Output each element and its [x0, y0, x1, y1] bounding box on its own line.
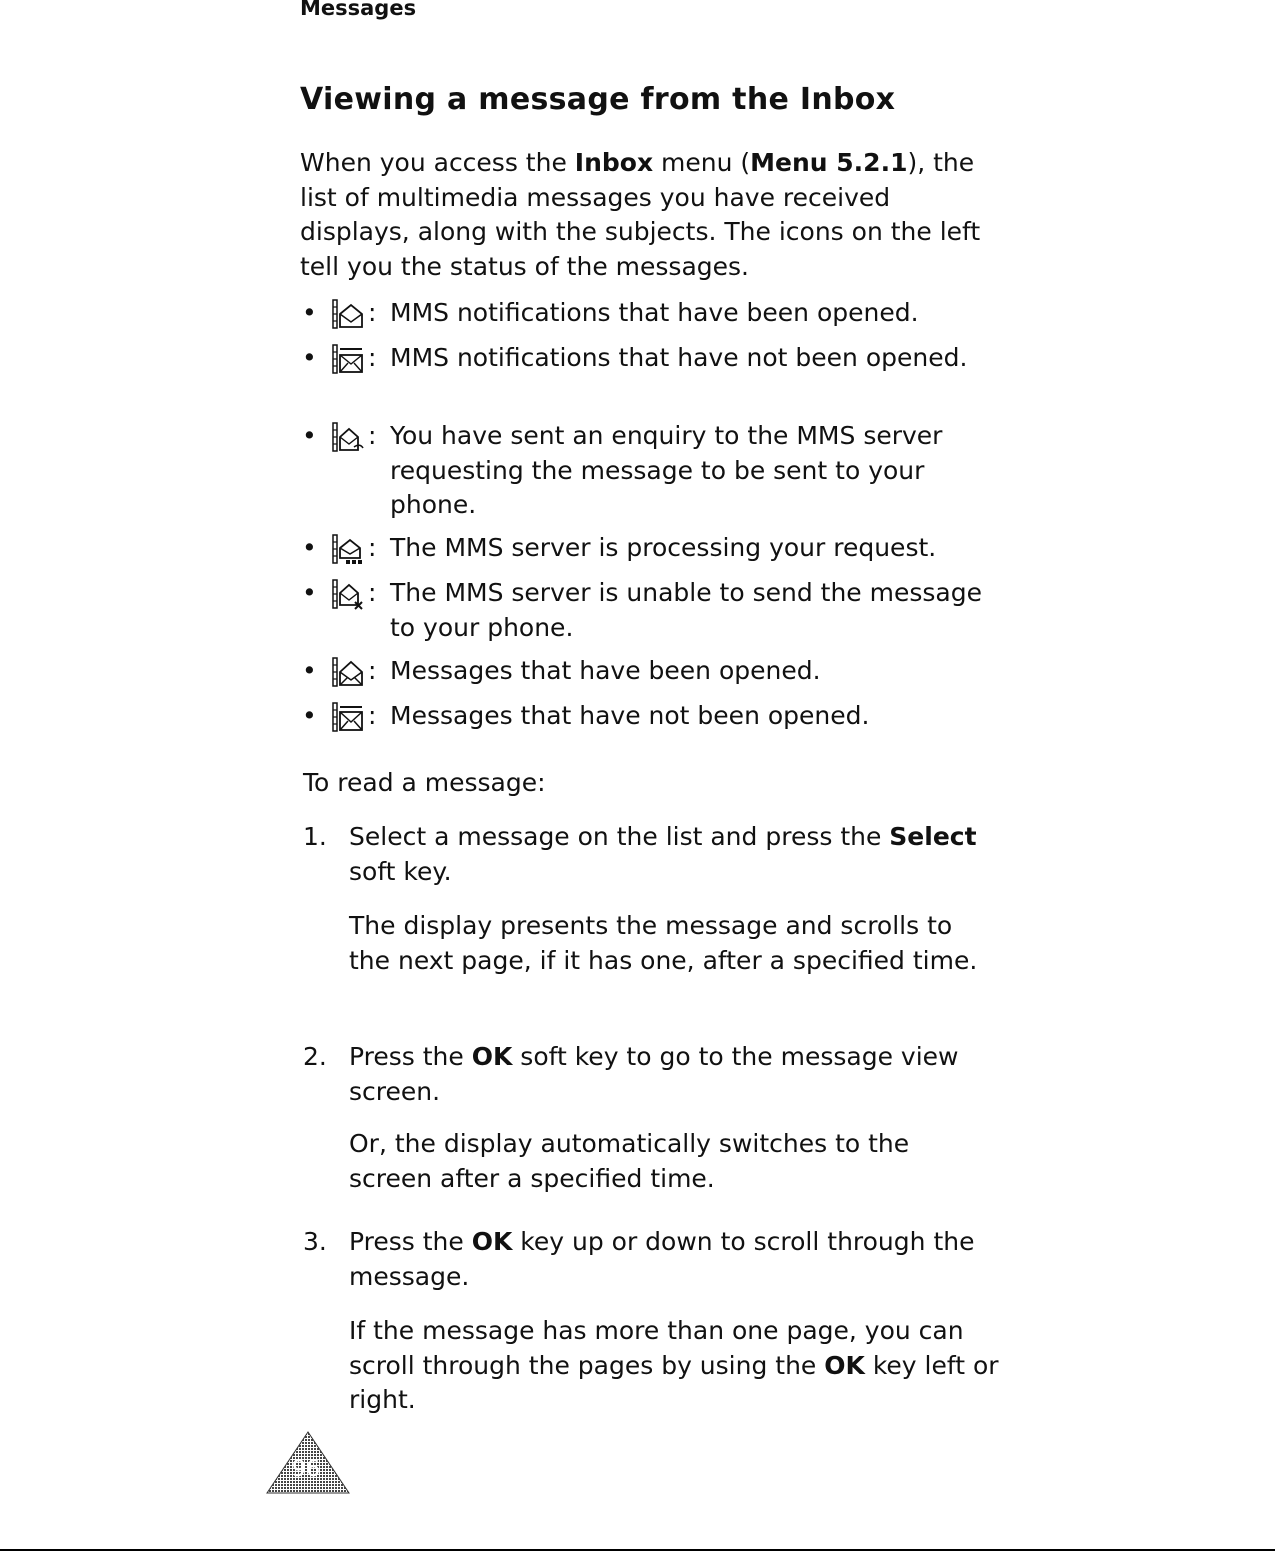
step-text-post: soft key to go to the message view screen.: [349, 1042, 959, 1106]
step-text-post: key up or down to scroll through the message.: [349, 1227, 975, 1291]
intro-paragraph: [300, 146, 1000, 285]
mms-notification-unopened-icon: [332, 343, 364, 375]
icon-description: The MMS server is unable to send the message to your phone.: [390, 578, 982, 642]
page-number-badge: [266, 1430, 350, 1494]
step-text-pre: Select a message on the list and press the: [349, 822, 890, 851]
step-bold-key: Select: [889, 822, 977, 851]
mms-processing-icon: [332, 533, 364, 565]
icon-description: Messages that have been opened.: [390, 656, 821, 685]
step-text: [349, 820, 999, 889]
icon-description: You have sent an enquiry to the MMS server requesting the message to be sent to your phone.: [390, 421, 943, 520]
step-bold-key: OK: [471, 1042, 513, 1071]
mms-failed-icon: [332, 578, 364, 610]
footer-rule: [0, 1549, 1275, 1551]
step-text: [349, 1225, 999, 1294]
page-title: Viewing a message from the Inbox: [300, 82, 896, 117]
message-unopened-icon: [332, 701, 364, 733]
step-note-bold: OK: [824, 1350, 865, 1380]
step-note-post: key left or right.: [349, 1350, 999, 1415]
intro-bold-menu: Menu 5.2.1: [750, 148, 908, 177]
step-note: The display presents the message and scrolls to the next page, if it has one, after a specified time.: [349, 911, 978, 975]
page-number: 96: [292, 1457, 320, 1482]
icon-description: The MMS server is processing your request.: [390, 533, 937, 562]
icon-description: MMS notifications that have not been opened.: [390, 343, 968, 372]
step-number: 2.: [303, 1042, 327, 1071]
intro-text-2: menu (: [653, 148, 751, 177]
icon-description: Messages that have not been opened.: [390, 701, 870, 730]
intro-text-1: When you access the: [300, 148, 575, 177]
procedure-lead: To read a message:: [303, 768, 546, 797]
step-text-post: soft key.: [349, 856, 452, 886]
message-opened-icon: [332, 656, 364, 688]
section-header: Messages: [300, 0, 417, 20]
step-note: Or, the display automatically switches to the screen after a specified time.: [349, 1129, 910, 1193]
step-text-pre: Press the: [349, 1227, 472, 1256]
step-number: 1.: [303, 822, 327, 851]
icon-description: MMS notifications that have been opened.: [390, 298, 919, 327]
intro-bold-inbox: Inbox: [574, 148, 654, 177]
step-text: [349, 1040, 999, 1109]
step-text-pre: Press the: [349, 1042, 472, 1071]
intro-text-3: ), the list of multimedia messages you have received displays, along with the subjects. The icons on the left tell you the status of the messages.: [300, 148, 981, 282]
step-number: 3.: [303, 1227, 327, 1256]
step-note-pre: If the message has more than one page, you can scroll through the pages by using the: [349, 1316, 964, 1380]
mms-notification-opened-icon: [332, 298, 364, 330]
step-note: [349, 1314, 999, 1418]
mms-enquiry-sent-icon: [332, 421, 364, 453]
step-bold-key: OK: [471, 1227, 513, 1256]
